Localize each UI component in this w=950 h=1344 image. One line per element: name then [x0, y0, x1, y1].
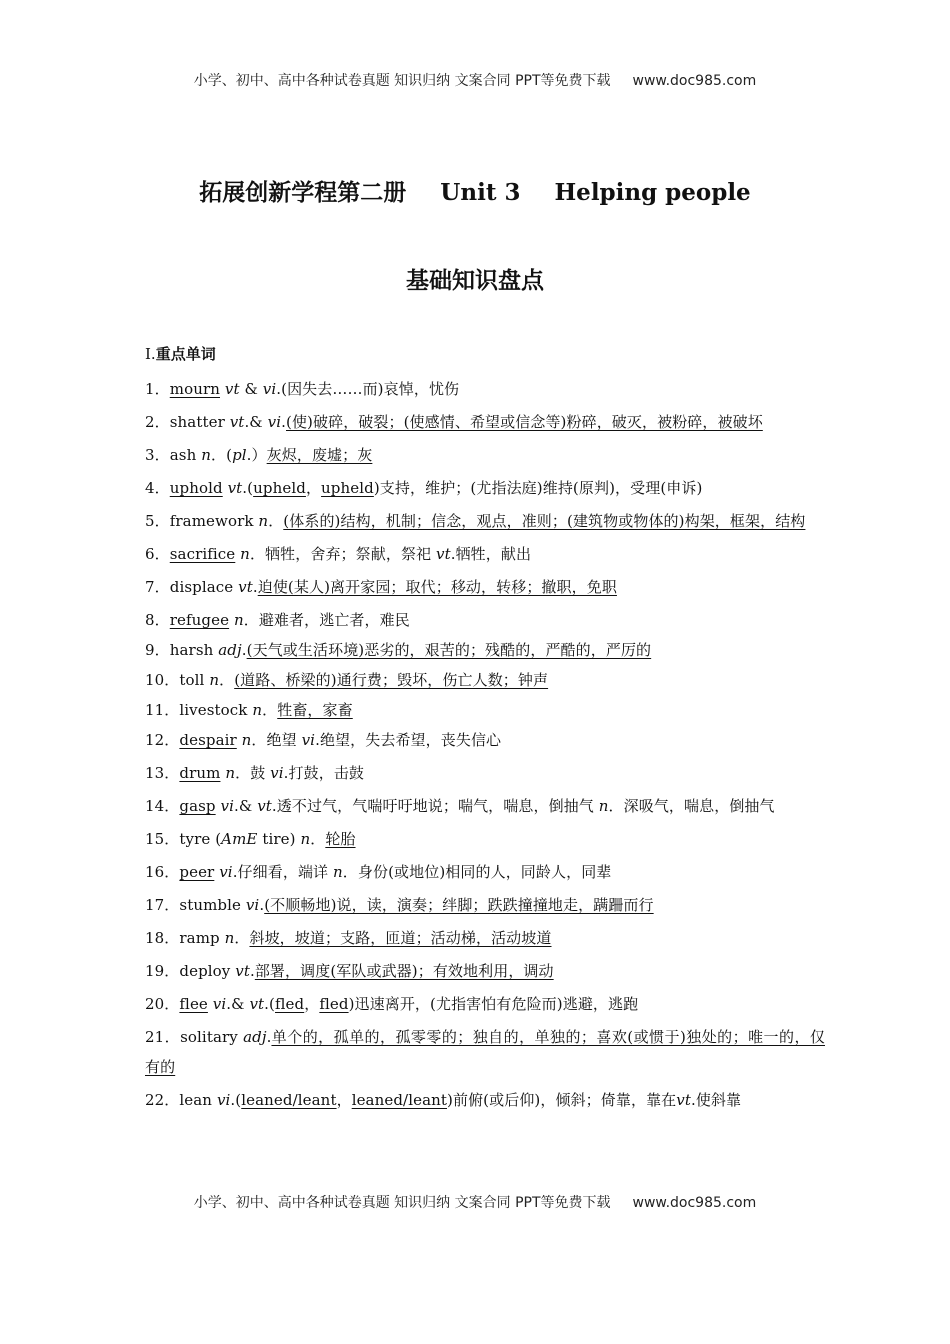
footer-text: 小学、初中、高中各种试卷真题 知识归纳 文案合同 PPT等免费下载: [193, 1195, 611, 1211]
entry-text: .(: [264, 995, 275, 1013]
entry-number: 3．: [145, 446, 170, 464]
entry-text: .: [246, 446, 252, 464]
vocab-entry: [145, 440, 825, 470]
vocab-entry: [145, 758, 825, 788]
entry-text: .使斜靠: [690, 1091, 742, 1109]
answer-text: 灰烬，废墟；灰: [266, 446, 373, 464]
page-header: [0, 70, 950, 90]
entry-number: 19．: [145, 962, 180, 980]
answer-text: fled: [275, 995, 305, 1013]
entry-text: )支持，维护；(尤指法庭)维持(原判)，受理(申诉): [373, 479, 703, 497]
entry-text: .打鼓，击鼓: [283, 764, 365, 782]
vocab-entry: [145, 1085, 825, 1115]
part-of-speech: AmE: [221, 830, 258, 848]
entry-text: ramp: [179, 929, 225, 947]
answer-text: flee: [179, 995, 208, 1013]
entry-text: ．: [262, 701, 278, 719]
answer-text: 迫使(某人)离开家园；取代；移动，转移；撤职，免职: [257, 578, 617, 596]
entry-text: .仔细看，端详: [232, 863, 334, 881]
answer-text: (不顺畅地)说，读，演奏；绊脚；跌跌撞撞地走，蹒跚而行: [264, 896, 654, 914]
entry-text: .&: [244, 413, 268, 431]
section-numeral: Ⅰ.: [145, 345, 156, 363]
vocab-entry: [145, 695, 825, 725]
entry-text: lean: [179, 1091, 217, 1109]
part-of-speech: vt: [257, 797, 272, 815]
entry-number: 18．: [145, 929, 180, 947]
entry-number: 11．: [145, 701, 180, 719]
part-of-speech: n: [300, 830, 311, 848]
entry-number: 20．: [145, 995, 180, 1013]
entry-text: ．绝望: [251, 731, 302, 749]
entry-number: 10．: [145, 671, 180, 689]
part-of-speech: vi: [219, 863, 233, 881]
entry-text: .: [241, 641, 247, 659]
header-text: 小学、初中、高中各种试卷真题 知识归纳 文案合同 PPT等免费下载: [193, 73, 611, 89]
vocab-entry: [145, 791, 825, 821]
entry-text: ．: [268, 512, 284, 530]
answer-text: refugee: [169, 611, 230, 629]
part-of-speech: vt: [436, 545, 451, 563]
entry-text: ．: [219, 671, 235, 689]
vocab-entry: [145, 539, 825, 569]
answer-text: leaned/leant: [351, 1091, 448, 1109]
entry-text: ，: [336, 1091, 352, 1109]
entry-text: ．身份(或地位)相同的人，同龄人，同辈: [342, 863, 612, 881]
entry-number: 17．: [145, 896, 180, 914]
entry-text: ．(: [211, 446, 233, 464]
entry-text: shatter: [169, 413, 230, 431]
vocab-entry: [145, 665, 825, 695]
part-of-speech: vi: [267, 413, 282, 431]
vocab-entry: [145, 989, 825, 1019]
vocab-entry: [145, 506, 825, 536]
title-unit: Unit 3: [440, 179, 521, 206]
entry-text: &: [239, 380, 263, 398]
entry-text: .牺牲，献出: [450, 545, 532, 563]
entry-number: 5．: [145, 512, 170, 530]
answer-text: leaned/leant: [241, 1091, 337, 1109]
title-book: 拓展创新学程第二册: [199, 179, 407, 206]
part-of-speech: vi: [262, 380, 277, 398]
entry-text: ，: [305, 479, 322, 497]
entry-number: 15．: [145, 830, 180, 848]
part-of-speech: n: [225, 764, 236, 782]
part-of-speech: vi: [212, 995, 227, 1013]
part-of-speech: vi: [216, 1091, 231, 1109]
vocab-entry: [145, 407, 825, 437]
answer-text: (体系的)结构，机制；信念，观点，准则；(建筑物或物体的)构架，框架，结构: [283, 512, 806, 530]
entry-text: .: [249, 962, 255, 980]
entry-number: 1．: [145, 380, 170, 398]
entry-number: 6．: [145, 545, 170, 563]
part-of-speech: n: [241, 731, 252, 749]
part-of-speech: vt: [235, 962, 250, 980]
vocabulary-list: [145, 374, 825, 1118]
part-of-speech: adj: [218, 641, 242, 659]
entry-number: 12．: [145, 731, 180, 749]
vocab-entry: [145, 956, 825, 986]
part-of-speech: vi: [270, 764, 284, 782]
part-of-speech: n: [258, 512, 269, 530]
entry-text: .(: [230, 1091, 242, 1109]
entry-text: displace: [169, 578, 239, 596]
entry-text: toll: [179, 671, 210, 689]
entry-text: .: [266, 1028, 272, 1046]
entry-text: harsh: [169, 641, 219, 659]
answer-text: 单个的，孤单的，孤零零的；独自的，单独的；喜欢(或惯于)独处的；唯一的，仅有的: [145, 1028, 825, 1076]
entry-text: ．: [234, 929, 250, 947]
answer-text: 牲畜，家畜: [277, 701, 353, 719]
vocab-entry: [145, 824, 825, 854]
entry-text: tyre (: [179, 830, 222, 848]
section-label: 重点单词: [155, 345, 216, 363]
part-of-speech: n: [252, 701, 263, 719]
part-of-speech: vi: [301, 731, 316, 749]
entry-number: 8．: [145, 611, 170, 629]
answer-text: peer: [179, 863, 215, 881]
part-of-speech: vt: [227, 479, 243, 497]
vocab-entry: [145, 923, 825, 953]
entry-number: 7．: [145, 578, 170, 596]
part-of-speech: adj: [243, 1028, 267, 1046]
entry-text: ．鼓: [235, 764, 271, 782]
vocab-entry: [145, 473, 825, 503]
header-site: www.doc985.com: [632, 73, 757, 89]
entry-text: ．深吸气，喘息，倒抽气: [608, 797, 775, 815]
entry-text: livestock: [179, 701, 253, 719]
part-of-speech: vt: [224, 380, 240, 398]
entry-number: 4．: [145, 479, 170, 497]
entry-number: 22．: [145, 1091, 180, 1109]
answer-text: drum: [179, 764, 221, 782]
vocab-entry: [145, 857, 825, 887]
part-of-speech: n: [598, 797, 609, 815]
entry-text: .: [252, 578, 258, 596]
part-of-speech: n: [333, 863, 343, 881]
entry-text: .绝望，失去希望，丧失信心: [315, 731, 502, 749]
part-of-speech: n: [224, 929, 235, 947]
answer-text: 轮胎: [325, 830, 356, 848]
part-of-speech: n: [233, 611, 244, 629]
entry-number: 16．: [145, 863, 180, 881]
answer-text: upheld: [253, 479, 306, 497]
vocab-entry: [145, 890, 825, 920]
entry-text: )前俯(或后仰)，倾斜；倚靠，靠在: [447, 1091, 677, 1109]
entry-text: tire): [257, 830, 301, 848]
answer-text: mourn: [169, 380, 220, 398]
part-of-speech: n: [201, 446, 211, 464]
section-heading: [145, 343, 216, 364]
vocab-entry: [145, 635, 825, 665]
entry-text: solitary: [180, 1028, 244, 1046]
page-subtitle: 基础知识盘点: [406, 267, 544, 294]
entry-number: 2．: [145, 413, 170, 431]
entry-text: .(因失去……而)哀悼，忧伤: [276, 380, 460, 398]
answer-text: sacrifice: [169, 545, 236, 563]
entry-number: 21．: [145, 1028, 181, 1046]
entry-number: 13．: [145, 764, 180, 782]
answer-text: (使)破碎，破裂；(使感情、希望或信念等)粉碎，破灭，被粉碎，被破坏: [286, 413, 763, 431]
entry-text: framework: [169, 512, 259, 530]
page-title: [0, 174, 950, 207]
entry-text: .: [281, 413, 286, 431]
footer-site: www.doc985.com: [632, 1195, 757, 1211]
answer-text: upheld: [321, 479, 374, 497]
title-topic: Helping people: [554, 179, 751, 206]
entry-text: ．: [310, 830, 326, 848]
entry-text: .&: [226, 995, 250, 1013]
answer-text: (道路、桥梁的)通行费；毁坏，伤亡人数；钟声: [234, 671, 549, 689]
entry-text: ，: [304, 995, 320, 1013]
page-footer: [0, 1192, 950, 1212]
entry-text: stumble: [179, 896, 246, 914]
part-of-speech: pl: [232, 446, 247, 464]
vocab-entry: [145, 725, 825, 755]
answer-text: 部署，调度(军队或武器)；有效地利用，调动: [254, 962, 554, 980]
entry-number: 9．: [145, 641, 170, 659]
answer-text: gasp: [179, 797, 216, 815]
part-of-speech: vi: [245, 896, 260, 914]
entry-text: .(: [242, 479, 254, 497]
entry-text: ．牺牲，舍弃；祭献，祭祀: [249, 545, 437, 563]
entry-text: .: [259, 896, 265, 914]
answer-text: (天气或生活环境)恶劣的，艰苦的；残酷的，严酷的，严厉的: [246, 641, 652, 659]
part-of-speech: n: [209, 671, 220, 689]
entry-text: ash: [169, 446, 202, 464]
part-of-speech: vt: [249, 995, 265, 1013]
answer-text: fled: [319, 995, 349, 1013]
answer-text: despair: [179, 731, 237, 749]
part-of-speech: n: [240, 545, 250, 563]
entry-text: .透不过气，气喘吁吁地说；喘气，喘息，倒抽气: [271, 797, 599, 815]
entry-text: .&: [234, 797, 258, 815]
part-of-speech: vt: [676, 1091, 691, 1109]
part-of-speech: vi: [220, 797, 234, 815]
answer-text: 斜坡，坡道；支路，匝道；活动梯，活动坡道: [249, 929, 552, 947]
part-of-speech: vt: [229, 413, 245, 431]
vocab-entry: [145, 374, 825, 404]
vocab-entry: [145, 572, 825, 602]
entry-number: 14．: [145, 797, 180, 815]
entry-text: ．避难者，逃亡者，难民: [243, 611, 410, 629]
entry-text: ）: [251, 446, 267, 464]
entry-text: )迅速离开，(尤指害怕有危险而)逃避，逃跑: [348, 995, 639, 1013]
vocab-entry: [145, 1022, 825, 1082]
answer-text: uphold: [169, 479, 223, 497]
vocab-entry: [145, 605, 825, 635]
part-of-speech: vt: [238, 578, 253, 596]
entry-text: deploy: [179, 962, 236, 980]
